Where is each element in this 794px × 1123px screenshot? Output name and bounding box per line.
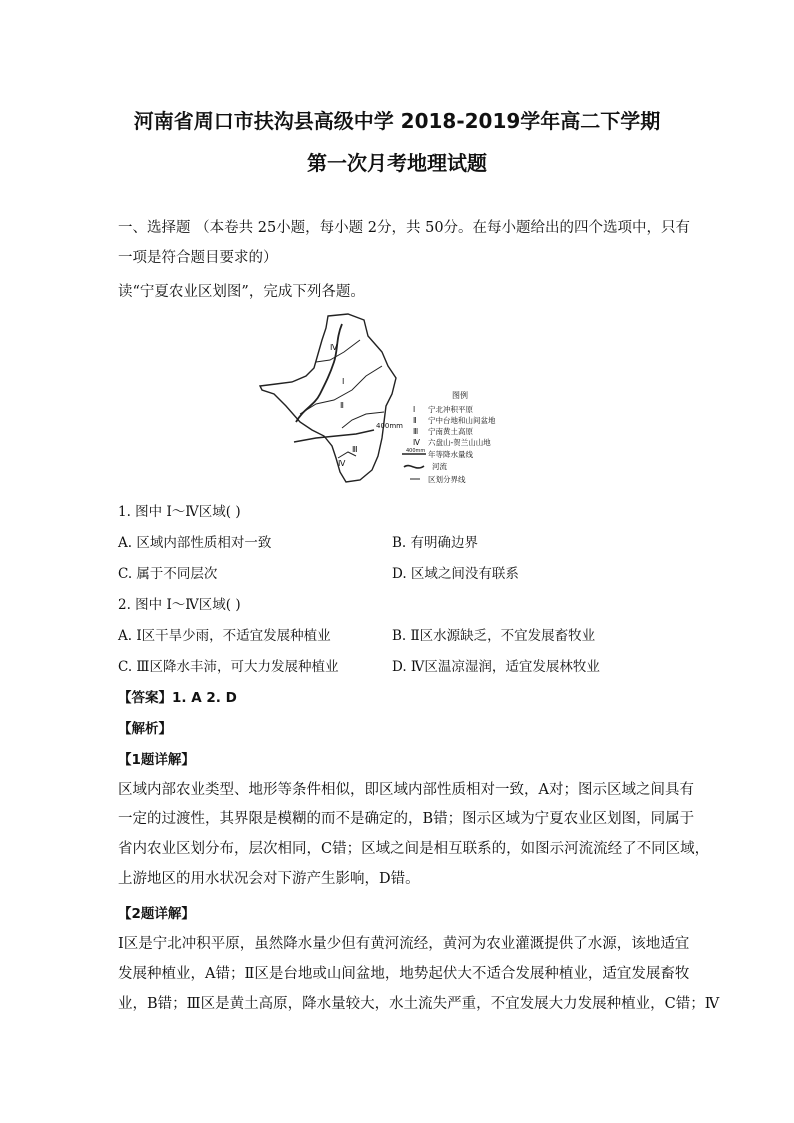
region-label-iv-north: Ⅳ — [330, 343, 338, 352]
legend-text-iii: 宁南黄土高原 — [428, 427, 473, 436]
question-1-stem: 1. 图中 Ⅰ～Ⅳ区域( ) — [118, 504, 241, 520]
region-label-i: Ⅰ — [342, 377, 345, 386]
legend-isohyet-tag: 400mm — [406, 448, 426, 454]
document-title-line1: 河南省周口市扶沟县高级中学 2018-2019学年高二下学期 — [133, 109, 661, 133]
question-1-option-c: C. 属于不同层次 — [118, 566, 218, 582]
section-heading: 一、选择题 （本卷共 25小题，每小题 2分，共 50分。在每小题给出的四个选项中，只有 — [118, 220, 691, 236]
legend-title: 图例 — [452, 391, 468, 400]
question-2-option-b: B. Ⅱ区水源缺乏，不宜发展畜牧业 — [392, 628, 596, 644]
legend-river-text: 河流 — [432, 462, 447, 471]
ningxia-agriculture-map — [256, 310, 502, 490]
river — [296, 324, 345, 422]
legend-boundary-text: 区划分界线 — [428, 475, 466, 484]
region-label-iii: Ⅲ — [352, 445, 358, 454]
detail-2-line: 发展种植业，A错；Ⅱ区是台地或山间盆地，地势起伏大不适合发展种植业，适宜发展畜牧 — [118, 966, 690, 982]
question-1-option-b: B. 有明确边界 — [392, 535, 479, 551]
question-2-option-c: C. Ⅲ区降水丰沛，可大力发展种植业 — [118, 659, 339, 675]
question-2-option-a: A. Ⅰ区干旱少雨，不适宜发展种植业 — [118, 628, 331, 644]
legend-key-i: Ⅰ — [413, 405, 416, 414]
detail-1-line: 区域内部农业类型、地形等条件相似，即区域内部性质相对一致，A对；图示区域之间具有 — [118, 782, 694, 798]
isohyet-400mm — [294, 430, 374, 442]
detail-1-heading: 【1题详解】 — [118, 752, 195, 768]
legend-key-iii: Ⅲ — [413, 427, 419, 436]
detail-1-line: 上游地区的用水状况会对下游产生影响，D错。 — [118, 871, 420, 887]
legend-text-iv: 六盘山-贺兰山山地 — [428, 438, 491, 447]
answer-line: 【答案】1. A 2. D — [118, 690, 237, 706]
question-2-stem: 2. 图中 Ⅰ～Ⅳ区域( ) — [118, 597, 241, 613]
detail-2-heading: 【2题详解】 — [118, 906, 195, 922]
legend-text-ii: 宁中台地和山间盆地 — [428, 416, 496, 425]
region-label-iv-south: Ⅳ — [338, 459, 346, 468]
question-intro: 读“宁夏农业区划图”，完成下列各题。 — [118, 284, 365, 300]
detail-1-line: 省内农业区划分布，层次相同，C错；区域之间是相互联系的，如图示河流流经了不同区域， — [118, 841, 710, 857]
document-title-line2: 第一次月考地理试题 — [307, 151, 487, 175]
legend-isohyet-text: 年等降水量线 — [428, 450, 473, 459]
region-label-ii: Ⅱ — [340, 401, 344, 410]
question-1-option-d: D. 区域之间没有联系 — [392, 566, 519, 582]
legend-text-i: 宁北冲积平原 — [428, 405, 473, 414]
map-outline — [260, 314, 396, 482]
legend-key-iv: Ⅳ — [413, 438, 420, 447]
isohyet-label: 400mm — [376, 422, 403, 430]
question-1-option-a: A. 区域内部性质相对一致 — [118, 535, 272, 551]
section-heading-cont: 一项是符合题目要求的） — [118, 250, 278, 266]
legend-river-symbol — [404, 466, 424, 468]
detail-2-line: 业，B错；Ⅲ区是黄土高原，降水量较大，水土流失严重，不宜发展大力发展种植业，C错；Ⅳ — [118, 996, 720, 1012]
detail-1-line: 一定的过渡性，其界限是模糊的而不是确定的，B错；图示区域为宁夏农业区划图，同属于 — [118, 811, 695, 827]
detail-2-line: Ⅰ区是宁北冲积平原，虽然降水量少但有黄河流经，黄河为农业灌溉提供了水源，该地适宜 — [118, 936, 690, 952]
question-2-option-d: D. Ⅳ区温凉湿润，适宜发展林牧业 — [392, 659, 600, 675]
legend-key-ii: Ⅱ — [413, 416, 417, 425]
analysis-heading: 【解析】 — [118, 721, 172, 737]
